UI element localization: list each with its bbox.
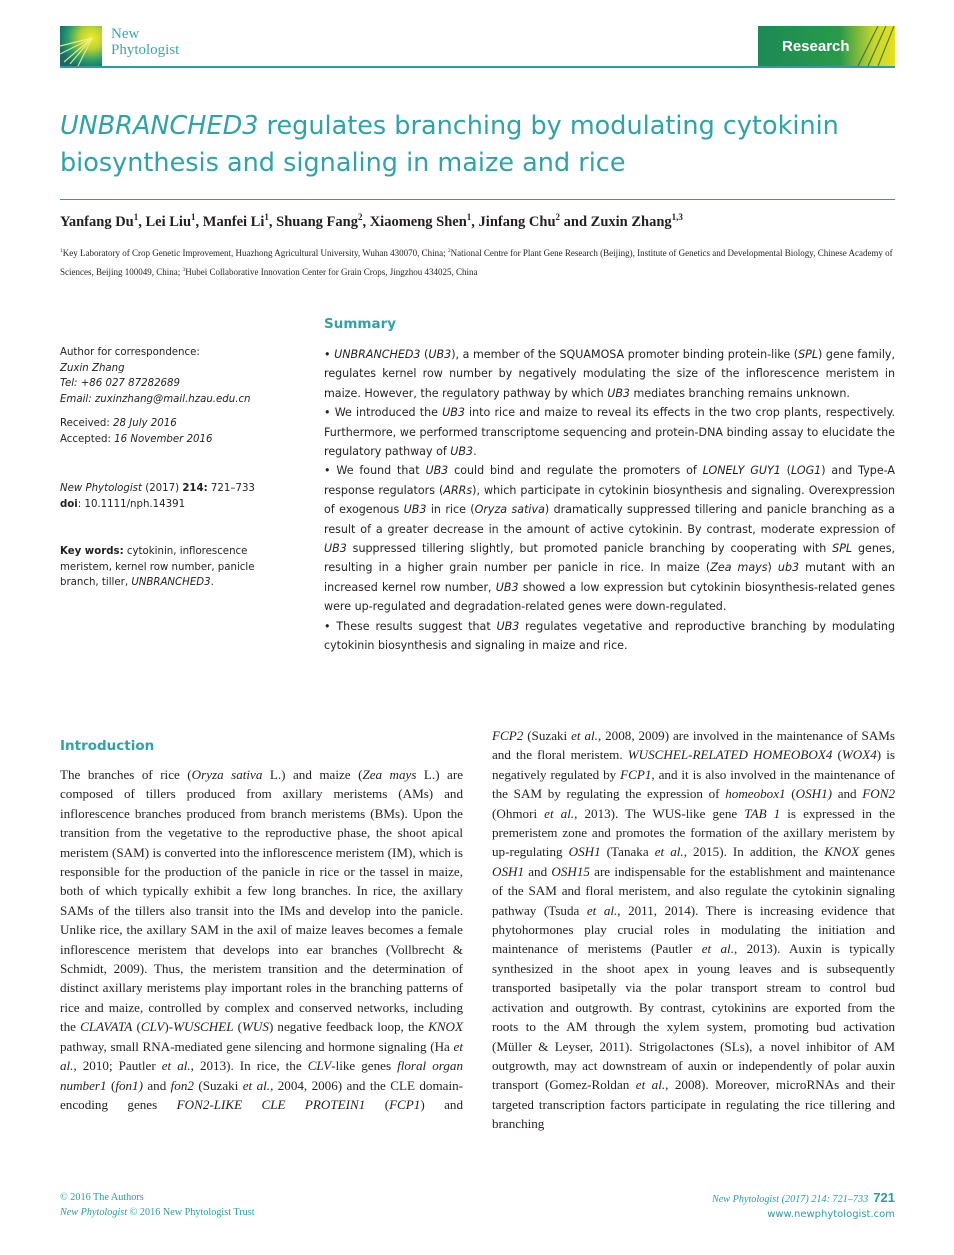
- journal-name-line1: New: [111, 26, 140, 42]
- received-label: Received:: [60, 418, 114, 429]
- author-affiliation-marker: 2: [555, 212, 561, 223]
- correspondence-tel: Tel: +86 027 87282689: [60, 378, 181, 389]
- accepted-date: 16 November 2016: [114, 433, 213, 445]
- correspondence-block: [60, 345, 300, 407]
- author-name: Shuang Fang: [276, 214, 358, 230]
- author-name: Xiaomeng Shen: [369, 214, 467, 230]
- citation-volume: 214:: [182, 483, 208, 494]
- affiliation-number: 2: [447, 248, 451, 254]
- summary-bullet: • We found that UB3 could bind and regulate the promoters of LONELY GUY1 (LOG1) and Type-A response regulators (ARRs), which participate in cytokinin biosynthesis and signaling. Overexpression of exogenous UB3 in rice (Oryza sativa) dramatically suppressed tillering and panicle branching as a result of a greater decrease in the amount of active cytokinin. By contrast, moderate expression of UB3 suppressed tillering slightly, but promoted panicle branching by cooperating with SPL genes, resulting in a higher grain number per panicle in rice. In maize (Zea mays) ub3 mutant with an increased kernel row number, UB3 showed a low expression but cytokinin biosynthesis-related genes were up-regulated and degradation-related genes were down-regulated.: [324, 464, 896, 614]
- title-text: regulates branching by modulating cytokinin biosynthesis and signaling in maize and rice: [60, 111, 839, 178]
- footer-copyright: [60, 1190, 255, 1220]
- doi-value[interactable]: : 10.1111/nph.14391: [77, 498, 186, 510]
- citation-year: (2017): [141, 483, 183, 494]
- summary-bullet: • We introduced the UB3 into rice and maize to reveal its effects in the two crop plants, respectively. Furthermore, we performed transcriptome sequencing and protein-DNA binding assay to elucidate the regulatory pathway of UB3.: [324, 406, 895, 459]
- keywords-list: cytokinin, inflorescence meristem, kernel row number, panicle branch, tiller,: [60, 546, 255, 588]
- correspondence-name: Zuxin Zhang: [60, 362, 125, 374]
- affiliation-text: National Centre for Plant Gene Research (Beijing), Institute of Genetics and Developmental Biology, Chinese Academy of Sciences, Beijing 100049, China;: [60, 248, 893, 277]
- footer-citation-details: (2017) 214: 721–733: [779, 1194, 869, 1205]
- citation-block: [60, 481, 300, 512]
- affiliation-text: Key Laboratory of Crop Genetic Improvement, Huazhong Agricultural University, Wuhan 430070, China;: [62, 248, 448, 258]
- footer-citation: [640, 1190, 895, 1222]
- citation-pages: 721–733: [207, 483, 255, 494]
- author-affiliation-marker: 2: [357, 212, 363, 223]
- author-name: Manfei Li: [202, 214, 265, 230]
- title-divider: [60, 199, 895, 200]
- citation-journal: New Phytologist: [60, 483, 142, 494]
- author-affiliation-marker: 1: [466, 212, 472, 223]
- introduction-column-right: FCP2 (Suzaki et al., 2008, 2009) are involved in the maintenance of SAMs and the floral meristem. WUSCHEL-RELATED HOMEOBOX4 (WOX4) is negatively regulated by FCP1, and it is also involved in the maintenance of the SAM by regulating the expression of homeobox1 (OSH1) and FON2 (Ohmori et al., 2013). The WUS-like gene TAB 1 is expressed in the premeristem zone and promotes the formation of the axillary meristem by up-regulating OSH1 (Tanaka et al., 2015). In addition, the KNOX genes OSH1 and OSH15 are indispensable for the establishment and maintenance of the SAM and floral meristem, and also regulate the cytokinin signaling pathway (Tsuda et al., 2011, 2014). There is increasing evidence that phytohormones play crucial roles in modulating the initiation and maintenance of meristems (Pautler et al., 2013). Auxin is typically synthesized in the shoot apex in young leaves and is subsequently transported basipetally via the polar transport stream to control bud activation and outgrowth. By contrast, cytokinins are exported from the roots to the AM through the xylem system, promoting bud activation (Müller & Leyser, 2011). Strigolactones (SLs), a novel inhibitor of AM outgrowth, may act downstream of auxin or independently of polar auxin transport (Gomez-Roldan et al., 2008). Moreover, microRNAs and their targeted transcription factors participate in regulating the rice tillering and branching: [492, 728, 896, 1132]
- journal-url-link[interactable]: www.newphytologist.com: [767, 1209, 895, 1220]
- correspondence-email[interactable]: Email: zuxinzhang@mail.hzau.edu.cn: [60, 393, 251, 405]
- keywords-label: Key words:: [60, 546, 124, 557]
- summary-body: [324, 345, 895, 656]
- author-affiliation-marker: 1: [191, 212, 196, 223]
- journal-logo-icon: [60, 26, 102, 66]
- author-affiliation-marker: 1: [133, 212, 139, 223]
- author-name: Zuxin Zhang: [590, 214, 672, 230]
- affiliations: [60, 244, 895, 282]
- author-name: Lei Liu: [145, 214, 192, 230]
- dates-block: [60, 416, 300, 447]
- introduction-heading: Introduction: [60, 738, 155, 754]
- title-gene-name: UNBRANCHED3: [60, 111, 259, 141]
- footer-trust: © 2016 New Phytologist Trust: [127, 1207, 255, 1218]
- author-name: Yanfang Du: [60, 214, 134, 230]
- affiliation-number: 1: [60, 248, 63, 254]
- keywords-end: .: [210, 577, 214, 588]
- footer-journal: New Phytologist: [60, 1207, 128, 1218]
- section-tab-label: Research: [782, 38, 850, 55]
- journal-name-line2: Phytologist: [111, 42, 180, 58]
- section-tab: [758, 26, 895, 66]
- summary-bullet: • These results suggest that UB3 regulates vegetative and reproductive branching by modulating cytokinin biosynthesis and signaling in maize and rice.: [324, 619, 895, 653]
- summary-heading: Summary: [324, 316, 397, 332]
- accepted-label: Accepted:: [60, 433, 115, 445]
- doi-label: doi: [60, 498, 78, 510]
- affiliation-text: Hubei Collaborative Innovation Center for Grain Crops, Jingzhou 434025, China: [185, 267, 478, 277]
- keywords-block: [60, 544, 275, 591]
- introduction-column-left: The branches of rice (Oryza sativa L.) and maize (Zea mays L.) are composed of tillers produced from axillary meristems (AMs) and inflorescence branches produced from branch meristems (BMs). Upon the transition from the vegetative to the reproductive phase, the shoot apical meristem (SAM) is converted into the inflorescence meristem (IM), which is responsible for the production of the panicle in rice or the tassel in maize, both of which typically exhibit a few long branches. In rice, the axillary SAMs of the tillers also transit into the IMs and develop into the panicle. Unlike rice, the axillary SAM in the axil of maize leaves becomes a female inflorescence meristem that develops into ear branches (Vollbrecht & Schmidt, 2009). Thus, the meristem transition and the determination of distinct axillary meristems play important roles in the branching patterns of rice and maize, controlled by complex and conserved networks, including the CLAVATA (CLV)-WUSCHEL (WUS) negative feedback loop, the KNOX pathway, small RNA-mediated gene silencing and hormone signaling (Ha et al., 2010; Pautler et al., 2013). In rice, the CLV-like genes floral organ number1 (fon1) and fon2 (Suzaki et al., 2004, 2006) and the CLE domain-encoding genes FON2-LIKE CLE PROTEIN1 (FCP1) and: [60, 767, 464, 1112]
- author-affiliation-marker: 1,3: [671, 212, 683, 223]
- footer-copyright-line: © 2016 The Authors: [60, 1192, 144, 1203]
- article-title: [60, 108, 890, 182]
- author-affiliation-marker: 1: [264, 212, 269, 223]
- journal-name-logo: [111, 26, 179, 58]
- keywords-gene: UNBRANCHED3: [131, 577, 211, 588]
- author-list: Yanfang Du$^1$, Lei Liu$^1$, Manfei Li$^1$, Shuang Fang$^2$, Xiaomeng Shen$^1$, Jinfang Chu$^2$ and Zuxin Zhang$^{1,3}$: [60, 212, 683, 230]
- summary-bullet: • UNBRANCHED3 (UB3), a member of the SQUAMOSA promoter binding protein-like (SPL) gene family, regulates kernel row number by negatively modulating the size of the inflorescence meristem in maize. However, the regulatory pathway by which UB3 mediates branching remains unknown.: [324, 348, 895, 400]
- footer-citation-journal: New Phytologist: [711, 1194, 780, 1205]
- correspondence-label: Author for correspondence:: [60, 347, 200, 358]
- author-name: Jinfang Chu: [478, 214, 556, 230]
- affiliation-number: 3: [182, 267, 186, 273]
- page-number: 721: [873, 1190, 895, 1205]
- header-divider: [60, 66, 895, 68]
- received-date: 28 July 2016: [113, 418, 177, 429]
